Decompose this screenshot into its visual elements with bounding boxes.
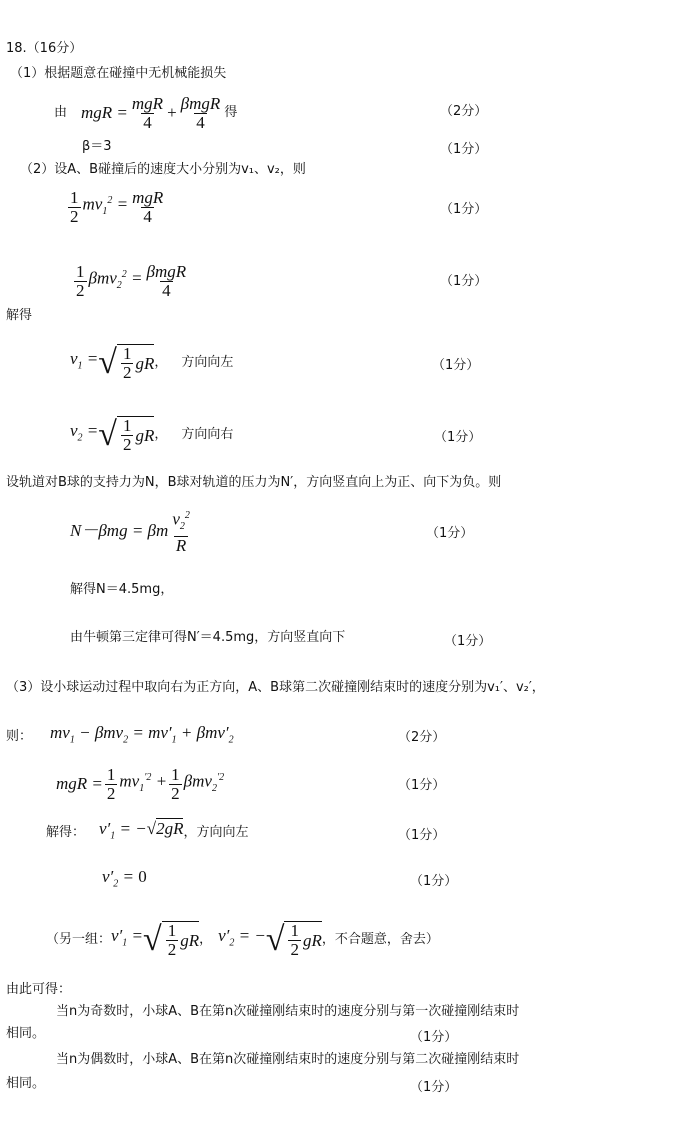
v2-direction: 方向向右 bbox=[181, 427, 234, 442]
v1-equation: $v_1$ = √ $\frac{1}{2}$ gR ， 方向向左 bbox=[70, 344, 234, 382]
jiede-label: 解得 bbox=[6, 308, 33, 323]
score-1b: （1分） bbox=[440, 142, 488, 157]
solve-n: 解得N＝4.5mg， bbox=[70, 582, 174, 597]
ze-label: 则： bbox=[6, 729, 33, 744]
alt-close: ，不合题意，舍去） bbox=[321, 932, 439, 947]
question-header: 18.（16分） bbox=[6, 41, 83, 56]
score-3c: （1分） bbox=[398, 828, 446, 843]
score-2a: （1分） bbox=[440, 202, 488, 217]
support-force-text: 设轨道对B球的支持力为N，B球对轨道的压力为N′，方向竖直向上为正、向下为负。则 bbox=[6, 475, 502, 490]
even-case-line2: 相同。 bbox=[6, 1076, 46, 1091]
score-3a: （2分） bbox=[398, 730, 446, 745]
odd-case-line1: 当n为奇数时，小球A、B在第n次碰撞刚结束时的速度分别与第一次碰撞刚结束时 bbox=[56, 1004, 520, 1019]
score-1a: （2分） bbox=[440, 104, 488, 119]
even-case-line1: 当n为偶数时，小球A、B在第n次碰撞刚结束时的速度分别与第二次碰撞刚结束时 bbox=[56, 1052, 520, 1067]
jiede3-label: 解得： bbox=[46, 825, 86, 840]
energy-equation: 由 mgR = $\frac{\text{mgR}}{4}$ + $\frac{\text{βmgR}}{4}$ 得 bbox=[54, 93, 238, 132]
normal-force-equation: N－βmg = βm $\frac{v_2^2}{R}$ bbox=[70, 509, 190, 556]
part3-title: （3）设小球运动过程中取向右为正方向，A、B球第二次碰撞刚结束时的速度分别为v₁′、v₂′， bbox=[6, 680, 545, 695]
v2p-result: $v'_2 = 0$ bbox=[102, 867, 147, 890]
score-2b: （1分） bbox=[440, 274, 488, 289]
score-2d: （1分） bbox=[434, 430, 482, 445]
v1-direction: 方向向左 bbox=[181, 355, 234, 370]
alt-open: （另一组： bbox=[46, 932, 112, 947]
score-3b: （1分） bbox=[398, 778, 446, 793]
v1p-result: 解得： $v'_1 = -√2gR$ ，方向向左 bbox=[46, 819, 249, 842]
conclusion-label: 由此可得： bbox=[6, 982, 72, 997]
odd-case-line2: 相同。 bbox=[6, 1026, 46, 1041]
newton-third-law: 由牛顿第三定律可得N′＝4.5mg，方向竖直向下 bbox=[70, 630, 346, 645]
v2-equation: $v_2$ = √ $\frac{1}{2}$ gR ， 方向向右 bbox=[70, 416, 234, 454]
kinetic-b-equation: $\frac{1}{2}$ βmv$_2^2$ = $\frac{\text{βmgR}}{4}$ bbox=[76, 261, 187, 300]
alternative-solution: （另一组： $v'_1$ = √ $\frac{1}{2}$ gR ， $v'_2$ = − √ $\frac{1}{2}$ gR ，不合题意，舍去） bbox=[46, 921, 439, 959]
kinetic-a-equation: $\frac{1}{2}$ $mv_1^2$ = $\frac{\text{mgR}}{4}$ bbox=[70, 187, 164, 226]
part2-title: （2）设A、B碰撞后的速度大小分别为v₁、v₂，则 bbox=[20, 162, 306, 177]
score-2c: （1分） bbox=[432, 358, 480, 373]
beta-result: β＝3 bbox=[82, 139, 112, 154]
score-2e: （1分） bbox=[426, 526, 474, 541]
score-3f: （1分） bbox=[410, 1080, 458, 1095]
score-3e: （1分） bbox=[410, 1030, 458, 1045]
v1p-direction: ，方向向左 bbox=[183, 825, 249, 840]
you-label: 由 bbox=[54, 105, 68, 120]
score-3d: （1分） bbox=[410, 874, 458, 889]
de-label: 得 bbox=[224, 105, 238, 120]
energy2-equation: mgR = $\frac{1}{2}$ $mv_1^{'2}$ + $\frac{1}{2}$ βmv$_2^{'2}$ bbox=[56, 764, 225, 803]
part1-title: （1）根据题意在碰撞中无机械能损失 bbox=[10, 66, 227, 81]
score-2f: （1分） bbox=[444, 634, 492, 649]
momentum-equation: 则： $mv_1 - \beta mv_2 = mv'_1 + \beta mv'_2$ bbox=[6, 723, 234, 746]
